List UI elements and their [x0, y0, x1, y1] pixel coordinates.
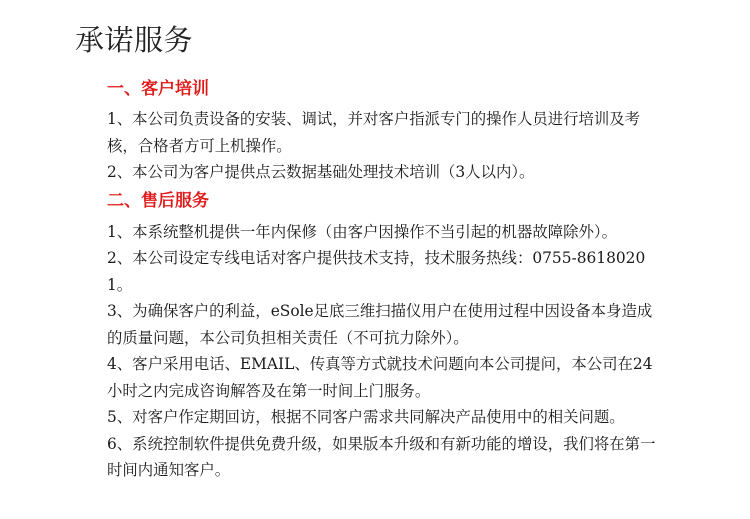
list-item: 4、客户采用电话、EMAIL、传真等方式就技术问题向本公司提问，本公司在24小时之内完成咨询解答及在第一时间上门服务。 — [107, 355, 653, 400]
list-item: 3、为确保客户的利益，eSole足底三维扫描仪用户在使用过程中因设备本身造成的质量问题，本公司负担相关责任（不可抗力除外）。 — [107, 302, 653, 347]
after-sales-service-list — [107, 219, 667, 484]
customer-training-list — [107, 106, 667, 186]
list-item: 2、本公司设定专线电话对客户提供技术支持，技术服务热线：0755-86180201。 — [107, 249, 646, 294]
page-title: 承诺服务 — [75, 23, 194, 57]
list-item: 6、系统控制软件提供免费升级，如果版本升级和有新功能的增设，我们将在第一时间内通知客户。 — [107, 434, 656, 479]
list-item: 1、本系统整机提供一年内保修（由客户因操作不当引起的机器故障除外）。 — [107, 222, 617, 241]
section-customer-training — [107, 76, 667, 186]
list-item: 1、本公司负责设备的安装、调试，并对客户指派专门的操作人员进行培训及考核，合格者方可上机操作。 — [107, 110, 641, 155]
section-heading-customer-training: 一、客户培训 — [107, 79, 209, 99]
list-item: 2、本公司为客户提供点云数据基础处理技术培训（3人以内）。 — [107, 163, 535, 181]
content-body — [107, 70, 667, 484]
section-after-sales-service — [107, 188, 667, 484]
section-heading-after-sales-service: 二、售后服务 — [107, 190, 209, 211]
list-item: 5、对客户作定期回访，根据不同客户需求共同解决产品使用中的相关问题。 — [107, 408, 625, 426]
